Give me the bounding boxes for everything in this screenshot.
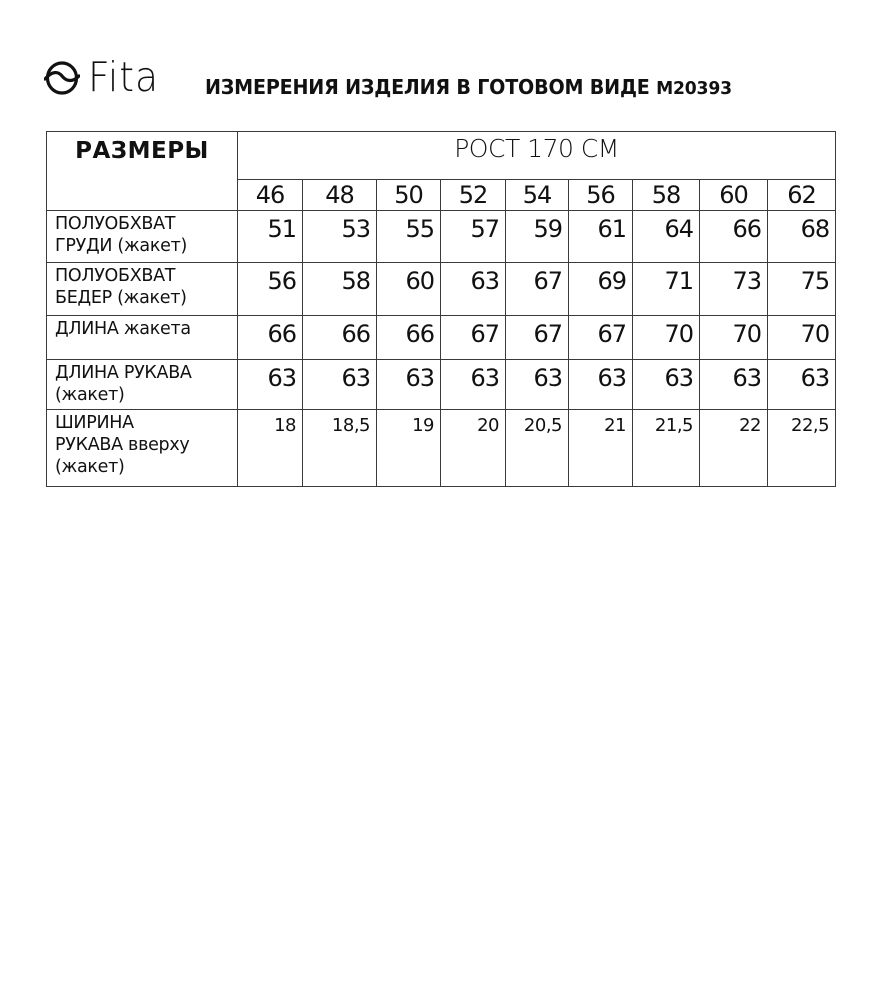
table-cell: 21: [569, 410, 633, 487]
row-label-line: ПОЛУОБХВАТ: [55, 214, 176, 234]
brand-header: [44, 50, 165, 100]
row-label: [47, 316, 238, 360]
table-cell: 73: [700, 263, 768, 316]
table-cell: 55: [377, 211, 441, 263]
row-label-line: РУКАВА вверху: [55, 435, 190, 455]
size-header-cell: 56: [569, 180, 633, 211]
size-header-cell: 62: [768, 180, 836, 211]
table-cell: 75: [768, 263, 836, 316]
table-cell: 70: [768, 316, 836, 360]
table-cell: 20,5: [506, 410, 569, 487]
table-cell: 63: [633, 360, 700, 410]
table-cell: 18,5: [303, 410, 377, 487]
size-chart-table: [46, 131, 836, 487]
table-cell: 70: [700, 316, 768, 360]
table-cell: 63: [377, 360, 441, 410]
header-row: [47, 132, 836, 180]
row-label-line: ДЛИНА РУКАВА: [55, 363, 192, 383]
size-header-cell: 46: [238, 180, 303, 211]
table-cell: 21,5: [633, 410, 700, 487]
table-row: [47, 410, 836, 487]
table-cell: 66: [377, 316, 441, 360]
table-cell: 63: [506, 360, 569, 410]
table-cell: 63: [569, 360, 633, 410]
table-cell: 66: [303, 316, 377, 360]
size-header-cell: 50: [377, 180, 441, 211]
table-cell: 59: [506, 211, 569, 263]
table-cell: 68: [768, 211, 836, 263]
table-cell: 67: [441, 316, 506, 360]
fita-theta-icon: [44, 57, 80, 97]
table-cell: 19: [377, 410, 441, 487]
table-row: [47, 211, 836, 263]
table-row: [47, 360, 836, 410]
table-cell: 63: [238, 360, 303, 410]
table-cell: 67: [506, 263, 569, 316]
size-header-cell: 52: [441, 180, 506, 211]
table-cell: 60: [377, 263, 441, 316]
row-label: [47, 360, 238, 410]
size-header-cell: 54: [506, 180, 569, 211]
table-cell: 64: [633, 211, 700, 263]
row-label-line: ШИРИНА: [55, 413, 134, 433]
row-label-line: ПОЛУОБХВАТ: [55, 266, 176, 286]
table-cell: 18: [238, 410, 303, 487]
row-label-line: БЕДЕР (жакет): [55, 288, 187, 308]
row-label: [47, 211, 238, 263]
model-number: М20393: [656, 78, 732, 99]
table-cell: 51: [238, 211, 303, 263]
row-label-line: ДЛИНА жакета: [55, 319, 191, 339]
height-header: РОСТ 170 СМ: [238, 132, 836, 180]
size-header-cell: 58: [633, 180, 700, 211]
table-cell: 20: [441, 410, 506, 487]
table-cell: 63: [768, 360, 836, 410]
table-cell: 22,5: [768, 410, 836, 487]
table-cell: 63: [700, 360, 768, 410]
table-cell: 70: [633, 316, 700, 360]
table-cell: 53: [303, 211, 377, 263]
row-label-line: (жакет): [55, 457, 125, 477]
row-label-line: ГРУДИ (жакет): [55, 236, 187, 256]
table-row: [47, 316, 836, 360]
table-cell: 67: [569, 316, 633, 360]
document-title-text: ИЗМЕРЕНИЯ ИЗДЕЛИЯ В ГОТОВОМ ВИДЕ: [205, 75, 650, 99]
size-header-cell: 60: [700, 180, 768, 211]
table-cell: 63: [441, 263, 506, 316]
table-cell: 66: [700, 211, 768, 263]
table-cell: 61: [569, 211, 633, 263]
document-title: [205, 74, 732, 102]
table-cell: 63: [441, 360, 506, 410]
brand-name: Fita: [88, 53, 160, 101]
table-cell: 67: [506, 316, 569, 360]
sizes-header: РАЗМЕРЫ: [47, 132, 238, 211]
size-header-cell: 48: [303, 180, 377, 211]
table-cell: 58: [303, 263, 377, 316]
table-cell: 22: [700, 410, 768, 487]
row-label-line: (жакет): [55, 385, 125, 405]
table-cell: 57: [441, 211, 506, 263]
row-label: [47, 410, 238, 487]
table-row: [47, 263, 836, 316]
table-cell: 56: [238, 263, 303, 316]
row-label: [47, 263, 238, 316]
table-cell: 71: [633, 263, 700, 316]
brand-logo: [44, 54, 165, 100]
table-cell: 69: [569, 263, 633, 316]
table-cell: 63: [303, 360, 377, 410]
table-cell: 66: [238, 316, 303, 360]
